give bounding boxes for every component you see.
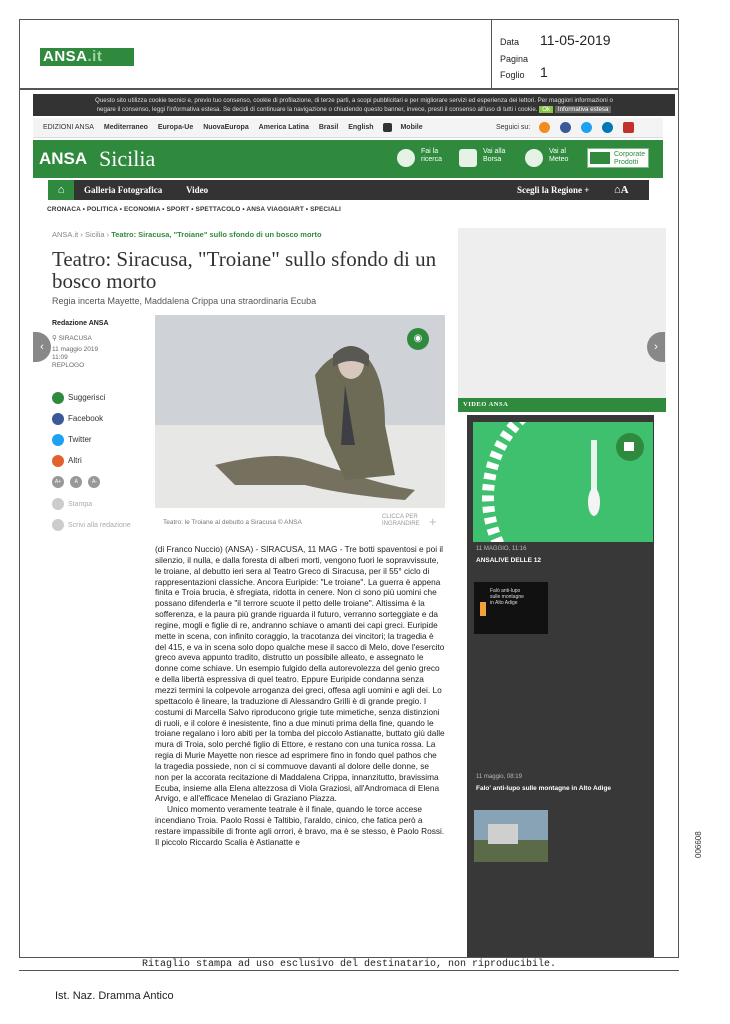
cookie-banner [33,94,675,116]
corporate-logo-icon [590,152,610,164]
client-name: Ist. Naz. Dramma Antico [55,990,174,1002]
edition-america-latina[interactable]: America Latina [258,124,309,131]
home-small-icon: ⌂ [614,184,621,196]
video-title[interactable]: Falo' anti-lupo sulle montagne in Alto Adige [476,785,612,792]
plus-icon [52,455,64,467]
mobile-icon [383,123,392,132]
article-date: 11 maggio 2019 11:09 REPLOGO [52,346,99,369]
region-name[interactable]: Sicilia [99,146,156,171]
cookie-text-2: negare il consenso, leggi l'informativa estesa. Se decidi di continuare la navigazione o chiudendo questo banner, invece, presti il consenso all'uso di tutti i cookie. [96,106,538,113]
follow-label: Seguici su: [496,124,531,131]
region-select[interactable]: Scegli la Regione + [517,185,590,195]
foglio-value: 1 [540,64,548,80]
cookie-text-1: Questo sito utilizza cookie tecnici e, previo tuo consenso, cookie di profilazione, di terze parti, a scopi pubblicitari e per migliorare servizi ed esperienza dei lettori. Per maggiori informazioni o [95,97,613,104]
video-thumbnail-ansalive[interactable] [473,422,653,542]
facebook-icon [52,413,64,425]
corporate-products-link[interactable]: Corporate Prodotti [587,148,649,168]
article-subtitle: Regia incerta Mayette, Maddalena Crippa una straordinaria Ecuba [52,296,317,306]
video-thumbnail-3[interactable] [474,810,548,862]
clipping-code: 006608 [694,831,703,858]
video-title[interactable]: ANSALIVE DELLE 12 [476,557,542,564]
clipping-header-divider [491,19,492,89]
video-time: 11 maggio, 08:19 [476,774,522,780]
camera-icon[interactable]: ◉ [407,328,429,350]
font-increase-button[interactable]: A+ [52,476,64,488]
home-icon[interactable]: ⌂ [48,180,74,200]
font-reset-button[interactable]: A [70,476,82,488]
clipping-footer: Ritaglio stampa ad uso esclusivo del destinatario, non riproducibile. [19,957,679,971]
facebook-share-button[interactable]: Facebook [52,413,103,425]
region-brand[interactable]: ANSA [39,149,88,168]
data-label: Data [500,37,520,47]
next-arrow-icon[interactable]: › [647,332,665,362]
search-link[interactable]: Fai la ricerca [421,148,443,163]
data-value: 11-05-2019 [540,32,611,48]
others-share-button[interactable]: Altri [52,455,82,467]
rss-icon[interactable] [539,122,550,133]
ansalive-clock-graphic [473,422,653,542]
breadcrumb-section[interactable]: Sicilia [84,230,105,239]
ansa-logo: ANSA.it [40,48,134,66]
article-body [155,544,445,848]
article-photo[interactable] [155,315,445,508]
photo-caption: Teatro: le Troiane al debutto a Siracusa © ANSA [163,519,302,526]
facebook-icon[interactable] [560,122,571,133]
meteo-link[interactable]: Vai al Meteo [549,148,569,163]
edition-europa-ue[interactable]: Europa-Ue [157,124,194,131]
location-pin-icon: ⚲ [52,335,57,342]
suggest-icon [52,392,64,404]
region-header [33,140,663,178]
stock-chart-icon[interactable] [459,149,477,167]
suggest-button[interactable]: Suggerisci [52,392,105,404]
print-button[interactable]: Stampa [52,498,92,510]
article-tag: REPLOGO [52,362,85,369]
font-size-toggle[interactable]: ⌂A [614,184,629,196]
edition-nuovaeuropa[interactable]: NuovaEuropa [203,124,249,131]
main-navbar [48,180,649,200]
nav-video[interactable]: Video [186,185,209,195]
pagina-label: Pagina [500,54,529,64]
foglio-label: Foglio [500,70,525,80]
edition-brasil[interactable]: Brasil [318,124,339,131]
search-icon[interactable] [397,149,415,167]
cookie-info-link[interactable]: Informativa estesa [555,106,612,113]
nav-galleria-fotografica[interactable]: Galleria Fotografica [84,185,163,195]
cookie-ok-button[interactable]: Ok [539,106,553,113]
edition-mediterraneo[interactable]: Mediterraneo [103,124,148,131]
article-paragraph: Unico momento veramente teatrale è il finale, quando le torce accese incendiano Troia. Paolo Rossi è Taltibio, l'araldo, cinico, che fatica però a restare impassibile di fronte agli orrori, è bravo, ma è se stesso, è Paolo Rossi. Il piccolo Riccardo Scalia è Astianatte e [155,804,445,847]
pencil-icon [52,519,64,531]
editions-label: EDIZIONI ANSA [43,124,94,131]
breadcrumb: ANSA.it › Sicilia › Teatro: Siracusa, "Troiane" sullo sfondo di un bosco morto [52,230,322,239]
video-section-header: VIDEO ANSA [458,398,666,412]
breadcrumb-current: Teatro: Siracusa, "Troiane" sullo sfondo di un bosco morto [111,230,322,239]
weather-icon[interactable] [525,149,543,167]
write-editors-button[interactable]: Scrivi alla redazione [52,519,131,531]
twitter-share-button[interactable]: Twitter [52,434,92,446]
enlarge-link[interactable]: CLICCA PER INGRANDIRE [382,514,420,527]
font-size-controls [52,476,104,488]
twitter-icon [52,434,64,446]
video-thumbnail-falo[interactable]: Falò anti-lupo sulle montagne in Alto Adige [474,582,548,634]
borsa-link[interactable]: Vai alla Borsa [483,148,506,163]
section-subnav[interactable]: CRONACA • POLITICA • ECONOMIA • SPORT • SPETTACOLO • ANSA VIAGGIART • SPECIALI [47,206,341,213]
theatre-scene-illustration [155,315,445,508]
youtube-icon[interactable] [623,122,634,133]
prev-arrow-icon[interactable]: ‹ [33,332,51,362]
edition-mobile[interactable]: Mobile [383,124,430,131]
font-decrease-button[interactable]: A- [88,476,100,488]
enlarge-plus-icon[interactable]: + [429,514,437,529]
edition-english[interactable]: English [348,124,374,131]
article-paragraph: (di Franco Nuccio) (ANSA) - SIRACUSA, 11 MAG - Tre botti spaventosi e poi il silenzio, il nulla, e dalla foresta di alberi morti, vengono fuori le sopravvissute, le troiane, al debutto ieri sera al Teatro Greco di Siracusa, per il 55° ciclo di rappresentazioni classiche. Ancora Euripide: "Le troiane". La guerra è appena finita e Troia brucia, è sfregiata, ridotta in cenere. Non ci sono più uomini che possano difenderla e "il terrore scuote il petto delle troiane". Altissima è la sofferenza, e la paura più grande riguarda il futuro, verranno sorteggiate e da regine, mogli e figlie di re, andranno schiave o amanti dei capi greci. Euripide mette in scena, con infinito coraggio, la tracotanza dei vincitori; la tragedia è del 415, e va in scena solo dopo qualche mese il sacco di Melo, dove l'esercito greco aveva appunto tradito, distrutto un possibile alleato, e assegnato le donne come schiave. Un esempio fulgido della autorevolezza del genio greco e della libertà espressiva di quel teatro. Eppure Euripide condanna senza mezzi termini la colpevole arroganza dei greci, offesa agli uomini e agli dei. Lo spettacolo è lineare, la traduzione di Alessandro Grilli è di grande pregio. I costumi di Marcella Salvo riproducono grigie tute mimetiche, senza distinzioni di ruoli, e il colore è inesistente, fino a due minuti prima della fine, quando le troiane regalano i loro abiti per la tomba del piccolo Astianatte, buttato giù dalle mura di Troia, solo perché figlio di Ettore, e restano con una tunica rossa. La regia di Murie Mayette non riesce ad esprimere fino in fondo quel pathos che la tragedia possiede, non ci si commuove davanti al dolore delle donne, se non per la accorata recitazione di Maddalena Crippa, innanzitutto, bravissima Ecuba, insieme alla Elena altezzosa di Viola Graziosi, all'Andromaca di Elena Arvigo, e all'efficace Menelao di Graziano Piazza. [155,544,445,804]
breadcrumb-root[interactable]: ANSA.it [52,230,79,239]
fire-icon [480,602,486,616]
twitter-icon[interactable] [581,122,592,133]
article-title: Teatro: Siracusa, "Troiane" sullo sfondo di un bosco morto [52,247,437,293]
article-location: ⚲ SIRACUSA [52,335,92,342]
editions-bar [33,118,663,138]
video-time: 11 MAGGIO, 11:16 [476,546,527,552]
linkedin-icon[interactable] [602,122,613,133]
article-author: Redazione ANSA [52,320,109,327]
ad-placeholder [458,228,666,398]
print-icon [52,498,64,510]
